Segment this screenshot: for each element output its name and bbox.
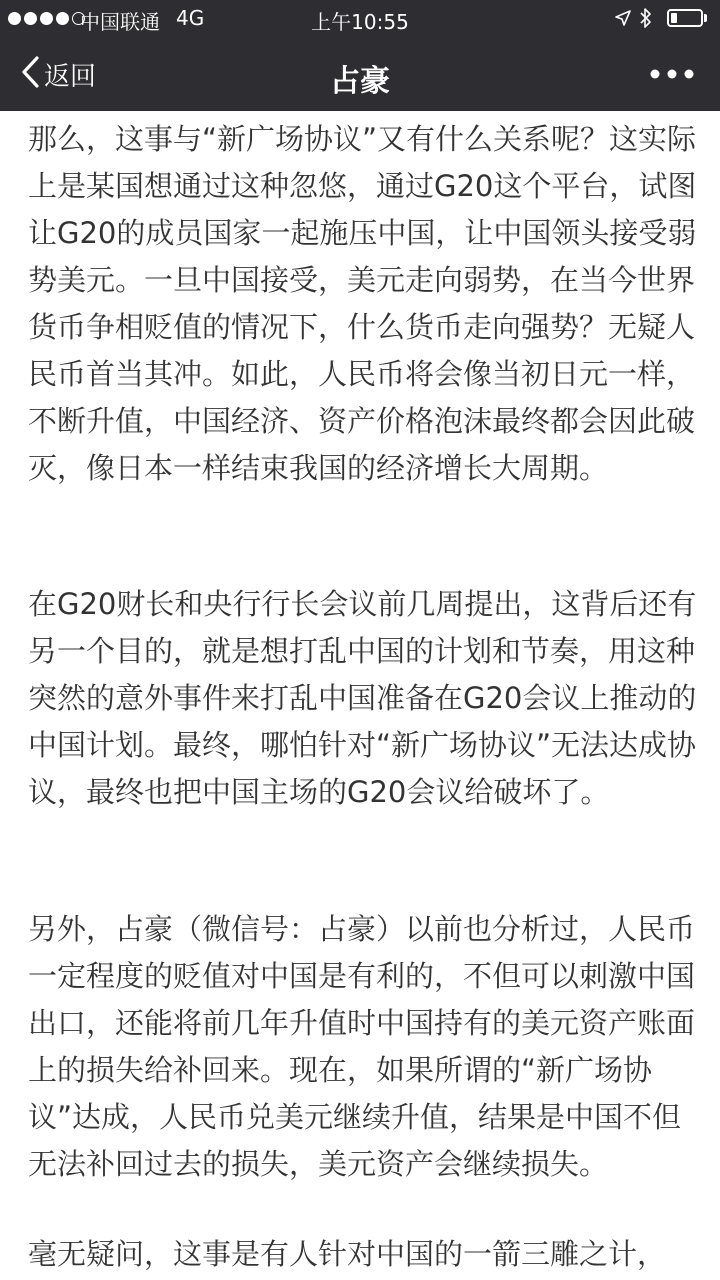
top-bar: [0, 0, 720, 111]
back-label: 返回: [44, 61, 97, 92]
location-arrow-icon: [614, 8, 632, 32]
more-button[interactable]: [644, 58, 700, 90]
back-button[interactable]: [20, 52, 96, 96]
battery-fill: [671, 13, 677, 23]
article-paragraph: 毫无疑问，这事是有人针对中国的一箭三雕之计，: [28, 1237, 667, 1271]
more-icon: [644, 75, 700, 94]
article-paragraph: 在G20财长和央行行长会议前几周提出，这背后还有另一个目的，就是想打乱中国的计划和节奏，用这种突然的意外事件来打乱中国准备在G20会议上推动的中国计划。最终，哪怕针对“新广场协议”无法达成协议，最终也把中国主场的G20会议给破坏了。: [28, 587, 697, 809]
article-paragraph: 另外，占豪（微信号：占豪）以前也分析过，人民币一定程度的贬值对中国是有利的，不但可以刺激中国出口，还能将前几年升值时中国持有的美元资产账面上的损失给补回来。现在，如果所谓的“新广场协议”达成，人民币兑美元继续升值，结果是中国不但无法补回过去的损失，美元资产会继续损失。: [28, 912, 696, 1181]
status-bar: [0, 0, 720, 38]
back-chevron-icon: [20, 55, 40, 93]
page-title: 占豪: [330, 64, 390, 99]
carrier-name: 中国联通: [80, 10, 160, 34]
article-paragraph: 那么，这事与“新广场协议”又有什么关系呢？这实际上是某国想通过这种忽悠，通过G20这个平台，试图让G20的成员国家一起施压中国，让中国领头接受弱势美元。一旦中国接受，美元走向弱势，在当今世界货币争相贬值的情况下，什么货币走向强势？无疑人民币首当其冲。如此，人民币将会像当初日元一样，不断升值，中国经济、资产价格泡沫最终都会因此破灭，像日本一样结束我国的经济增长大周期。: [28, 122, 697, 485]
bluetooth-icon: [639, 7, 653, 34]
battery-icon: [667, 9, 703, 27]
network-type: 4G: [176, 6, 205, 30]
status-time: 上午10:55: [311, 10, 409, 34]
battery-tip: [704, 14, 707, 22]
nav-bar: [0, 38, 720, 111]
article-content[interactable]: [0, 111, 720, 1280]
